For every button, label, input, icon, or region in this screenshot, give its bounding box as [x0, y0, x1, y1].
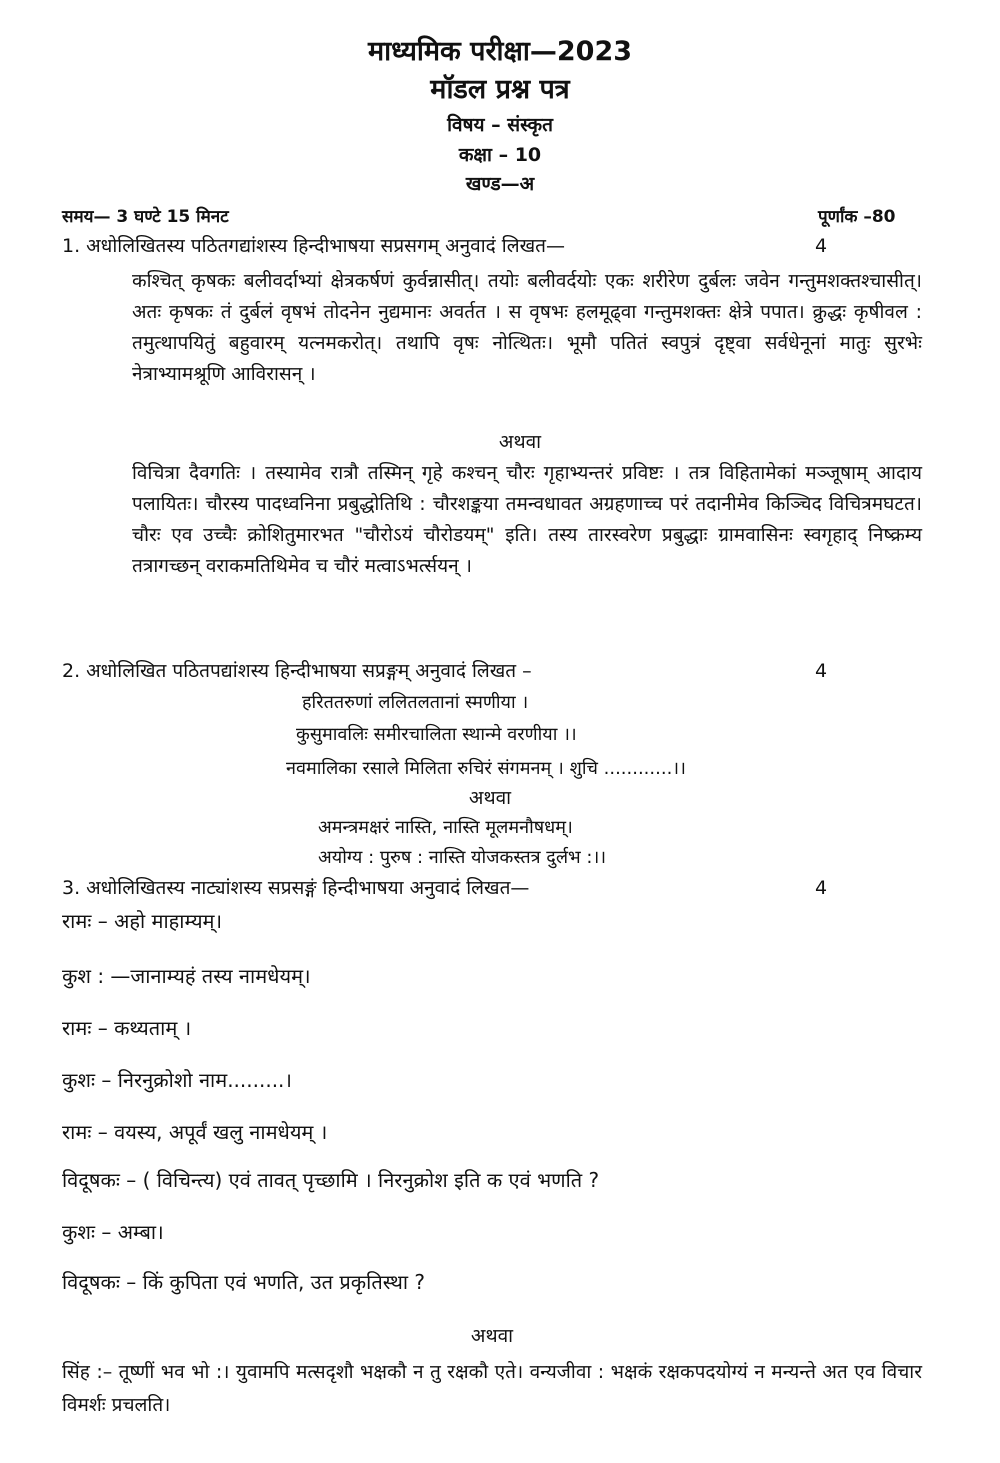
- section-label: खण्ड—अ: [465, 173, 535, 195]
- dialogue-line: रामः – कथ्यताम् ।: [62, 1016, 192, 1040]
- verse-line: नवमालिका रसाले मिलिता रुचिरं संगमनम् । शुचि ............।।: [286, 758, 686, 779]
- question-3: 3. अधोलिखितस्य नाट्यांशस्य सप्रसङ्गं हिन्दीभाषया अनुवादं लिखत—: [62, 877, 530, 899]
- time-label: समय— 3 घण्टे 15 मिनट: [62, 207, 229, 227]
- verse-line: अमन्त्रमक्षरं नास्ति, नास्ति मूलमनौषधम्।: [318, 817, 573, 838]
- verse-line: अयोग्य : पुरुष : नास्ति योजकस्तत्र दुर्लभ :।।: [318, 847, 607, 868]
- dialogue-line: विदूषकः – किं कुपिता एवं भणति, उत प्रकृतिस्था ?: [62, 1270, 426, 1294]
- verse-line: कुसुमावलिः समीरचालिता स्थान्मे वरणीया ।।: [296, 724, 577, 745]
- question-1-passage-b: विचित्रा दैवगतिः । तस्यामेव रात्रौ तस्मिन् गृहे कश्चन् चौरः गृहाभ्यन्तरं प्रविष्टः । तत्र विहितामेकां मञ्जूषाम् आदाय पलायितः। चौरस्य पादध्वनिना प्रबुद्धोतिथि : चौरशङ्कया तमन्वधावत अग्रहणाच्च परं तदानीमेव किञ्चिद विचित्रमघटत। चौरः एव उच्चैः क्रोशितुमारभत "चौरोऽयं चौरोडयम्" इति। तस्य तारस्वरेण प्रबुद्धाः ग्रामवासिनः स्वगृहाद् निष्क्रम्य तत्रागच्छन् वराकमतिथिमेव च चौरं मत्वाऽभर्त्सयन् ।: [132, 462, 922, 577]
- paper-title: मॉडल प्रश्न पत्र: [430, 74, 570, 105]
- class-label: कक्षा – 10: [458, 144, 542, 166]
- dialogue-line: कुशः – अम्बा।: [62, 1220, 164, 1244]
- question-1-marks: 4: [815, 235, 828, 257]
- question-2-marks: 4: [815, 660, 828, 682]
- dialogue-line: विदूषकः – ( विचिन्त्य) एवं तावत् पृच्छामि । निरनुक्रोश इति क एवं भणति ?: [62, 1168, 600, 1192]
- full-marks-label: पूर्णांक –80: [818, 207, 896, 227]
- question-2: 2. अधोलिखित पठितपद्यांशस्य हिन्दीभाषया सप्रङ्गम् अनुवादं लिखत –: [62, 660, 532, 682]
- question-1-or: अथवा: [498, 431, 542, 453]
- question-2-or: अथवा: [468, 787, 512, 809]
- question-1-passage-a: कश्चित् कृषकः बलीवर्दाभ्यां क्षेत्रकर्षणं कुर्वन्नासीत्। तयोः बलीवर्दयोः एकः शरीरेण दुर्बलः जवेन गन्तुमशक्तश्चासीत्। अतः कृषकः तं दुर्बलं वृषभं तोदनेन नुद्यमानः अवर्तत । स वृषभः हलमूढ्वा गन्तुमशक्तः क्षेत्रे पपात। क्रुद्धः कृषीवल : तमुत्थापयितुं बहुवारम् यत्नमकरोत्। तथापि वृषः नोत्थितः। भूमौ पतितं स्वपुत्रं दृष्ट्वा सर्वधेनूनां मातुः सुरभेः नेत्राभ्यामश्रूणि आविरासन् ।: [132, 270, 922, 385]
- verse-line: हरिततरुणां ललितलतानां स्मणीया ।: [302, 692, 529, 713]
- subject-label: विषय – संस्कृत: [447, 114, 553, 136]
- dialogue-line: रामः – वयस्य, अपूर्वं खलु नामधेयम् ।: [62, 1120, 328, 1144]
- dialogue-line: कुशः – निरनुक्रोशो नाम.........।: [62, 1068, 292, 1092]
- dialogue-line: रामः – अहो माहाम्यम्।: [62, 909, 223, 933]
- dialogue-line: कुश : —जानाम्यहं तस्य नामधेयम्।: [62, 964, 311, 988]
- exam-title: माध्यमिक परीक्षा—2023: [367, 36, 633, 67]
- question-3-marks: 4: [815, 877, 828, 899]
- question-1: 1. अधोलिखितस्य पठितगद्यांशस्य हिन्दीभाषया सप्रसगम् अनुवादं लिखत—: [62, 235, 565, 257]
- question-3-passage-b: सिंह :– तूष्णीं भव भो :। युवामपि मत्सदृशौ भक्षकौ न तु रक्षकौ एते। वन्यजीवा : भक्षकं रक्षकपदयोग्यं न मन्यन्ते अत एव विचार विमर्शः प्रचलति।: [62, 1361, 922, 1416]
- question-3-or: अथवा: [470, 1325, 514, 1347]
